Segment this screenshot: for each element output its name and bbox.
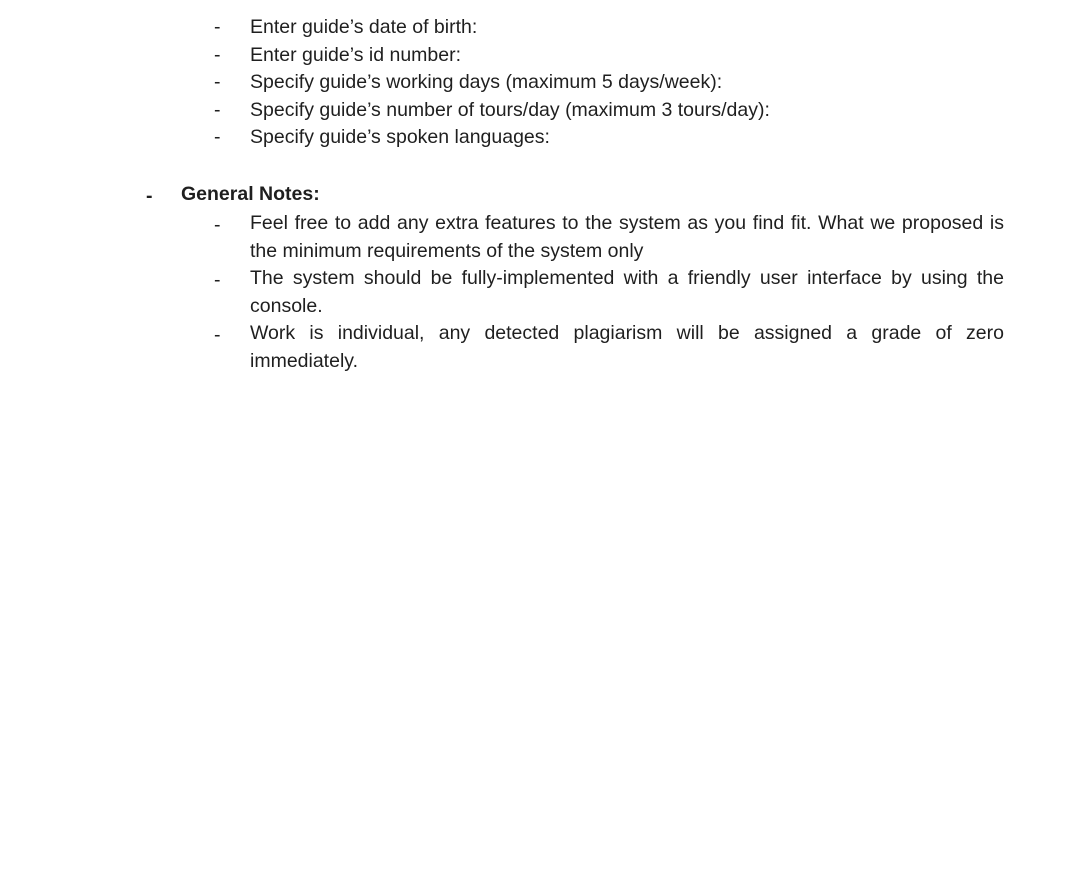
list-item: [214, 210, 1004, 265]
bullet-dash: -: [214, 98, 221, 121]
list-item: [214, 320, 1004, 375]
list-item-text: Specify guide’s working days (maximum 5 days/week):: [250, 71, 723, 93]
note-text: Feel free to add any extra features to the system as you find fit. What we proposed is the minimum requirements of the system only: [250, 212, 1004, 262]
bullet-dash: -: [214, 71, 221, 93]
list-item-text: Specify guide’s spoken languages:: [250, 126, 550, 148]
guide-fields-list: [0, 14, 1080, 152]
list-item-text: Enter guide’s id number:: [250, 43, 462, 66]
bullet-dash: -: [214, 214, 221, 236]
list-item: [214, 14, 1004, 42]
list-item-text: Enter guide’s date of birth:: [250, 16, 478, 38]
section-bullet-dash: -: [146, 185, 153, 207]
bullet-dash: -: [214, 269, 221, 291]
bullet-dash: -: [214, 324, 221, 346]
note-text: The system should be fully-implemented with a friendly user interface by using the console.: [250, 267, 1004, 317]
list-item: [214, 42, 1004, 70]
list-item: [214, 265, 1004, 320]
list-item: [214, 69, 1004, 97]
list-item: [214, 97, 1004, 125]
bullet-dash: -: [214, 126, 221, 148]
general-notes-list: [0, 210, 1080, 375]
list-item: [214, 124, 1004, 152]
bullet-dash: -: [214, 43, 221, 66]
bullet-dash: -: [214, 16, 221, 38]
list-item-text: Specify guide’s number of tours/day (maximum 3 tours/day):: [250, 98, 770, 121]
note-text: Work is individual, any detected plagiarism will be assigned a grade of zero immediately.: [250, 322, 1004, 372]
section-heading-general-notes: General Notes:: [181, 183, 320, 205]
